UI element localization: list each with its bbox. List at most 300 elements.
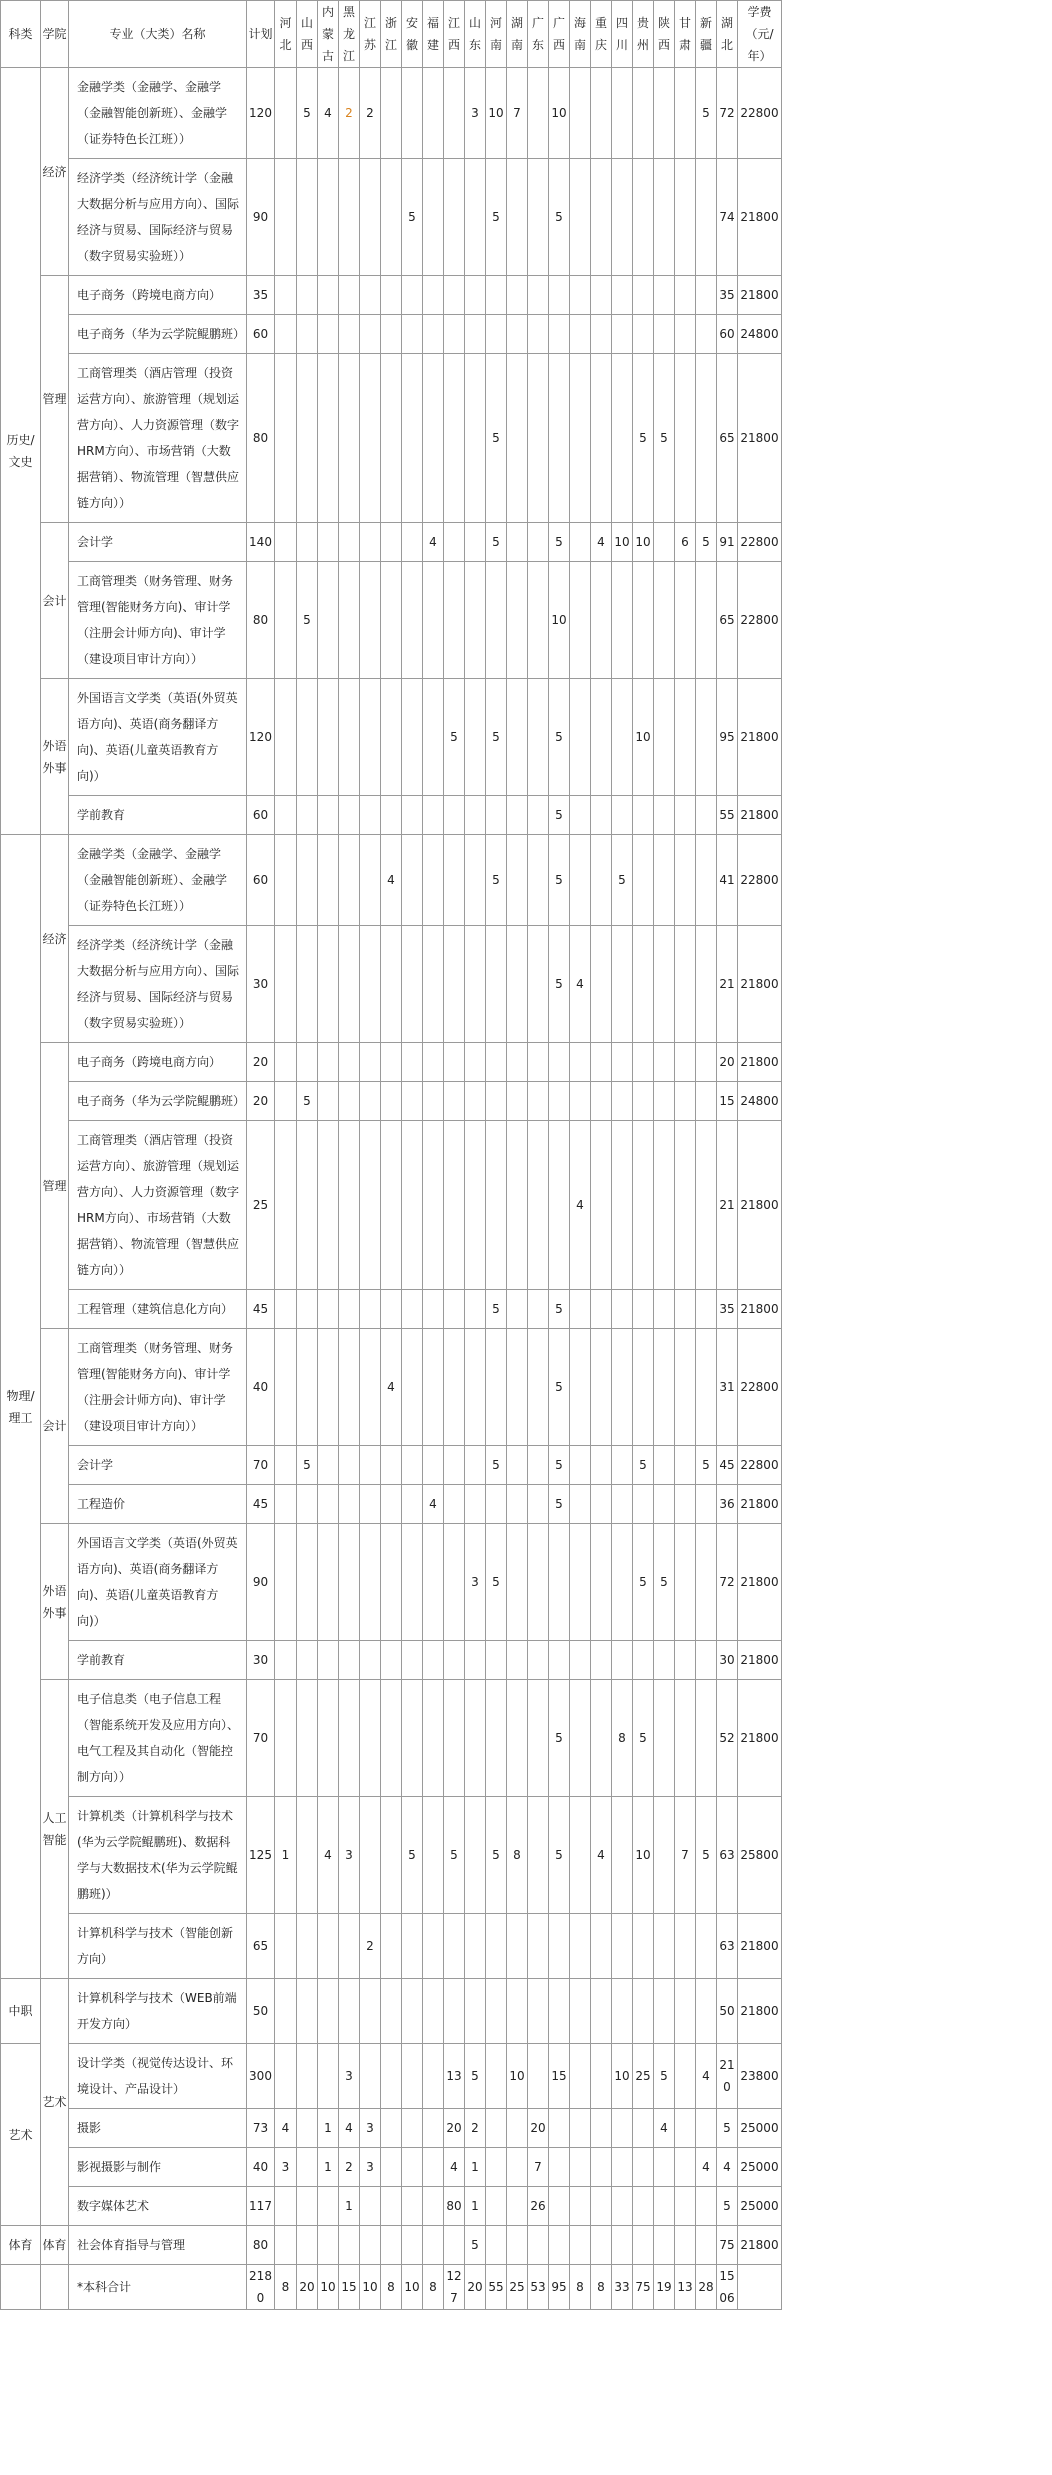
header-tuition: 学费（元/年） <box>738 1 782 68</box>
quota-cell <box>675 1082 696 1121</box>
quota-cell <box>696 562 717 679</box>
quota-cell <box>275 1082 297 1121</box>
college-cell: 艺术 <box>41 1979 69 2226</box>
quota-cell <box>402 2148 423 2187</box>
quota-cell <box>486 2187 507 2226</box>
quota-cell <box>612 354 633 523</box>
quota-cell: 10 <box>507 2044 528 2109</box>
quota-cell: 21 <box>717 1121 738 1290</box>
tuition-cell: 22800 <box>738 1329 782 1446</box>
quota-cell <box>381 1121 402 1290</box>
quota-cell <box>633 2187 654 2226</box>
quota-cell: 5 <box>486 354 507 523</box>
total-quota-cell: 10 <box>360 2265 381 2310</box>
quota-cell <box>675 354 696 523</box>
quota-cell <box>275 562 297 679</box>
college-cell: 外语外事 <box>41 679 69 835</box>
tuition-cell: 25000 <box>738 2109 782 2148</box>
header-province: 重庆 <box>591 1 612 68</box>
quota-cell <box>402 315 423 354</box>
quota-cell <box>360 835 381 926</box>
quota-cell <box>549 1914 570 1979</box>
quota-cell <box>570 1329 591 1446</box>
plan-cell: 45 <box>247 1485 275 1524</box>
quota-cell <box>297 796 318 835</box>
table-row <box>1 523 1052 562</box>
quota-cell <box>528 2044 549 2109</box>
header-province: 广东 <box>528 1 549 68</box>
major-cell: 电子商务（华为云学院鲲鹏班） <box>69 315 247 354</box>
quota-cell <box>444 926 465 1043</box>
major-cell: 影视摄影与制作 <box>69 2148 247 2187</box>
quota-cell: 7 <box>675 1797 696 1914</box>
quota-cell <box>318 835 339 926</box>
quota-cell <box>654 68 675 159</box>
quota-cell: 4 <box>381 1329 402 1446</box>
quota-cell: 5 <box>297 562 318 679</box>
header-plan: 计划 <box>247 1 275 68</box>
quota-cell: 5 <box>696 68 717 159</box>
quota-cell <box>318 926 339 1043</box>
quota-cell <box>318 1082 339 1121</box>
quota-cell <box>528 679 549 796</box>
quota-cell <box>360 1979 381 2044</box>
header-province: 湖南 <box>507 1 528 68</box>
quota-cell <box>612 159 633 276</box>
quota-cell <box>486 926 507 1043</box>
quota-cell <box>486 1641 507 1680</box>
college-cell: 经济 <box>41 68 69 276</box>
quota-cell: 5 <box>486 523 507 562</box>
quota-cell <box>507 562 528 679</box>
quota-cell <box>549 2148 570 2187</box>
plan-cell: 60 <box>247 796 275 835</box>
plan-cell: 73 <box>247 2109 275 2148</box>
quota-cell <box>528 1797 549 1914</box>
quota-cell <box>507 1485 528 1524</box>
quota-cell <box>591 159 612 276</box>
quota-cell <box>423 354 444 523</box>
quota-cell <box>612 2148 633 2187</box>
quota-cell <box>339 1680 360 1797</box>
quota-cell <box>423 1329 444 1446</box>
quota-cell <box>360 1641 381 1680</box>
plan-cell: 25 <box>247 1121 275 1290</box>
quota-cell <box>570 2109 591 2148</box>
quota-cell <box>612 1524 633 1641</box>
quota-cell <box>318 1914 339 1979</box>
quota-cell <box>612 315 633 354</box>
quota-cell <box>570 68 591 159</box>
quota-cell <box>696 1121 717 1290</box>
plan-cell: 60 <box>247 315 275 354</box>
quota-cell <box>402 1446 423 1485</box>
quota-cell <box>633 2226 654 2265</box>
header-province: 河南 <box>486 1 507 68</box>
total-quota-cell: 8 <box>423 2265 444 2310</box>
header-province: 黑龙江 <box>339 1 360 68</box>
tuition-cell: 24800 <box>738 1082 782 1121</box>
college-cell: 体育 <box>41 2226 69 2265</box>
quota-cell: 21 <box>717 926 738 1043</box>
quota-cell <box>339 1485 360 1524</box>
quota-cell: 5 <box>549 679 570 796</box>
quota-cell <box>318 1641 339 1680</box>
quota-cell <box>381 1446 402 1485</box>
quota-cell <box>696 354 717 523</box>
quota-cell <box>591 276 612 315</box>
quota-cell <box>633 1043 654 1082</box>
quota-cell <box>654 1121 675 1290</box>
quota-cell <box>591 562 612 679</box>
quota-cell <box>570 1446 591 1485</box>
quota-cell: 5 <box>633 354 654 523</box>
quota-cell: 5 <box>549 1329 570 1446</box>
quota-cell <box>633 1485 654 1524</box>
total-quota-cell: 8 <box>570 2265 591 2310</box>
quota-cell <box>654 1329 675 1446</box>
quota-cell <box>570 835 591 926</box>
quota-cell <box>297 1680 318 1797</box>
quota-cell <box>675 2148 696 2187</box>
quota-cell: 5 <box>633 1680 654 1797</box>
major-cell: 外国语言文学类（英语(外贸英语方向)、英语(商务翻译方向)、英语(儿童英语教育方向)） <box>69 1524 247 1641</box>
quota-cell: 4 <box>423 523 444 562</box>
quota-cell <box>612 1797 633 1914</box>
quota-cell: 5 <box>696 1446 717 1485</box>
quota-cell <box>297 2044 318 2109</box>
quota-cell <box>444 159 465 276</box>
quota-cell <box>570 315 591 354</box>
header-province: 河北 <box>275 1 297 68</box>
quota-cell: 63 <box>717 1914 738 1979</box>
plan-cell: 35 <box>247 276 275 315</box>
quota-cell <box>297 1641 318 1680</box>
quota-cell <box>675 315 696 354</box>
quota-cell <box>570 562 591 679</box>
quota-cell <box>507 835 528 926</box>
quota-cell <box>612 1043 633 1082</box>
quota-cell: 72 <box>717 1524 738 1641</box>
quota-cell <box>339 159 360 276</box>
quota-cell <box>297 159 318 276</box>
quota-cell <box>423 679 444 796</box>
quota-cell: 5 <box>633 1446 654 1485</box>
quota-cell <box>339 1121 360 1290</box>
quota-cell <box>570 1914 591 1979</box>
plan-cell: 70 <box>247 1680 275 1797</box>
total-quota-cell: 20 <box>297 2265 318 2310</box>
quota-cell <box>465 562 486 679</box>
quota-cell <box>402 1914 423 1979</box>
quota-cell <box>528 562 549 679</box>
quota-cell <box>696 159 717 276</box>
quota-cell <box>339 2226 360 2265</box>
quota-cell <box>423 1914 444 1979</box>
quota-cell <box>591 1446 612 1485</box>
major-cell: 工商管理类（财务管理、财务管理(智能财务方向)、审计学（注册会计师方向)、审计学（建设项目审计方向）） <box>69 562 247 679</box>
quota-cell <box>402 1043 423 1082</box>
tuition-cell: 21800 <box>738 1485 782 1524</box>
quota-cell <box>465 315 486 354</box>
quota-cell <box>486 1680 507 1797</box>
quota-cell: 2 <box>360 1914 381 1979</box>
quota-cell: 1 <box>465 2187 486 2226</box>
quota-cell <box>423 2044 444 2109</box>
quota-cell: 5 <box>549 835 570 926</box>
quota-cell: 5 <box>612 835 633 926</box>
header-province: 江西 <box>444 1 465 68</box>
quota-cell <box>444 1485 465 1524</box>
quota-cell <box>675 1914 696 1979</box>
quota-cell <box>402 1121 423 1290</box>
quota-cell <box>360 159 381 276</box>
quota-cell <box>633 562 654 679</box>
quota-cell: 5 <box>465 2044 486 2109</box>
quota-cell <box>402 1082 423 1121</box>
major-cell: 经济学类（经济统计学（金融大数据分析与应用方向）、国际经济与贸易、国际经济与贸易（数字贸易实验班）） <box>69 926 247 1043</box>
quota-cell <box>528 1043 549 1082</box>
quota-cell <box>528 1082 549 1121</box>
quota-cell <box>549 1082 570 1121</box>
quota-cell <box>654 1680 675 1797</box>
quota-cell <box>360 1446 381 1485</box>
quota-cell <box>612 1914 633 1979</box>
quota-cell: 4 <box>318 68 339 159</box>
quota-cell: 2 <box>465 2109 486 2148</box>
quota-cell <box>318 354 339 523</box>
quota-cell <box>465 523 486 562</box>
quota-cell: 5 <box>654 1524 675 1641</box>
quota-cell <box>507 926 528 1043</box>
plan-cell: 120 <box>247 68 275 159</box>
quota-cell <box>318 315 339 354</box>
quota-cell <box>633 1121 654 1290</box>
quota-cell <box>549 2109 570 2148</box>
quota-cell <box>297 2226 318 2265</box>
quota-cell <box>275 1914 297 1979</box>
quota-cell <box>696 1680 717 1797</box>
major-cell: 计算机科学与技术（智能创新方向） <box>69 1914 247 1979</box>
quota-cell <box>339 679 360 796</box>
quota-cell <box>570 679 591 796</box>
quota-cell <box>633 276 654 315</box>
quota-cell <box>360 2187 381 2226</box>
quota-cell <box>612 1641 633 1680</box>
quota-cell <box>507 2148 528 2187</box>
quota-cell <box>297 2148 318 2187</box>
header-province: 海南 <box>570 1 591 68</box>
quota-cell <box>318 523 339 562</box>
quota-cell: 5 <box>486 1290 507 1329</box>
quota-cell <box>696 1641 717 1680</box>
quota-cell <box>444 1290 465 1329</box>
quota-cell: 5 <box>549 1290 570 1329</box>
table-row <box>1 1797 1052 1914</box>
quota-cell <box>528 315 549 354</box>
header-category: 科类 <box>1 1 41 68</box>
quota-cell: 5 <box>297 1446 318 1485</box>
quota-cell <box>360 523 381 562</box>
quota-cell <box>402 1329 423 1446</box>
quota-cell: 5 <box>486 1446 507 1485</box>
quota-cell: 10 <box>549 562 570 679</box>
table-row <box>1 1680 1052 1797</box>
quota-cell <box>275 1329 297 1446</box>
quota-cell: 3 <box>360 2109 381 2148</box>
quota-cell <box>318 679 339 796</box>
quota-cell <box>591 1524 612 1641</box>
total-quota-cell: 8 <box>275 2265 297 2310</box>
quota-cell <box>339 315 360 354</box>
plan-cell: 60 <box>247 835 275 926</box>
quota-cell <box>675 1641 696 1680</box>
plan-cell: 120 <box>247 679 275 796</box>
quota-cell <box>444 523 465 562</box>
major-cell: 电子信息类（电子信息工程（智能系统开发及应用方向）、电气工程及其自动化（智能控制方向）） <box>69 1680 247 1797</box>
quota-cell <box>591 1082 612 1121</box>
quota-cell <box>465 1797 486 1914</box>
table-row <box>1 315 1052 354</box>
major-cell: 金融学类（金融学、金融学（金融智能创新班）、金融学（证券特色长江班）） <box>69 835 247 926</box>
tuition-cell: 25000 <box>738 2148 782 2187</box>
quota-cell <box>528 523 549 562</box>
quota-cell <box>444 1121 465 1290</box>
quota-cell <box>633 2109 654 2148</box>
quota-cell <box>549 1524 570 1641</box>
quota-cell <box>570 276 591 315</box>
quota-cell <box>360 796 381 835</box>
quota-cell <box>318 1121 339 1290</box>
total-quota-cell: 28 <box>696 2265 717 2310</box>
table-row <box>1 562 1052 679</box>
total-quota-cell: 13 <box>675 2265 696 2310</box>
quota-cell <box>570 2187 591 2226</box>
table-row <box>1 835 1052 926</box>
quota-cell <box>486 1082 507 1121</box>
quota-cell: 5 <box>402 159 423 276</box>
total-quota-cell: 33 <box>612 2265 633 2310</box>
quota-cell <box>612 926 633 1043</box>
quota-cell <box>275 1524 297 1641</box>
quota-cell <box>402 926 423 1043</box>
quota-cell <box>612 1485 633 1524</box>
quota-cell <box>381 1524 402 1641</box>
table-row <box>1 796 1052 835</box>
quota-cell: 52 <box>717 1680 738 1797</box>
quota-cell: 4 <box>696 2148 717 2187</box>
quota-cell <box>507 1043 528 1082</box>
major-cell: 摄影 <box>69 2109 247 2148</box>
quota-cell <box>486 1485 507 1524</box>
quota-cell <box>675 159 696 276</box>
quota-cell <box>381 1641 402 1680</box>
tuition-cell: 21800 <box>738 1290 782 1329</box>
quota-cell <box>549 354 570 523</box>
quota-cell <box>275 796 297 835</box>
quota-cell: 7 <box>507 68 528 159</box>
quota-cell <box>507 1082 528 1121</box>
quota-cell <box>465 1329 486 1446</box>
quota-cell <box>612 68 633 159</box>
quota-cell <box>402 68 423 159</box>
quota-cell: 4 <box>591 523 612 562</box>
quota-cell <box>297 1524 318 1641</box>
quota-cell <box>528 1121 549 1290</box>
quota-cell <box>633 2148 654 2187</box>
quota-cell <box>381 1979 402 2044</box>
quota-cell: 65 <box>717 354 738 523</box>
quota-cell <box>423 2226 444 2265</box>
quota-cell: 5 <box>654 2044 675 2109</box>
quota-cell <box>528 1914 549 1979</box>
quota-cell <box>528 354 549 523</box>
quota-cell <box>423 796 444 835</box>
quota-cell <box>444 1641 465 1680</box>
quota-cell <box>360 1290 381 1329</box>
quota-cell: 1 <box>318 2109 339 2148</box>
tuition-cell: 22800 <box>738 68 782 159</box>
quota-cell <box>654 796 675 835</box>
quota-cell: 3 <box>360 2148 381 2187</box>
quota-cell <box>486 1914 507 1979</box>
quota-cell <box>570 1979 591 2044</box>
quota-cell <box>633 68 654 159</box>
quota-cell: 2 <box>339 68 360 159</box>
quota-cell <box>654 835 675 926</box>
quota-cell <box>675 1329 696 1446</box>
tuition-cell: 21800 <box>738 1641 782 1680</box>
quota-cell <box>465 1446 486 1485</box>
quota-cell <box>402 1485 423 1524</box>
quota-cell <box>633 1290 654 1329</box>
quota-cell <box>275 1446 297 1485</box>
quota-cell <box>654 2148 675 2187</box>
quota-cell <box>654 2226 675 2265</box>
quota-cell <box>465 159 486 276</box>
quota-cell <box>318 1329 339 1446</box>
quota-cell: 5 <box>549 1485 570 1524</box>
quota-cell <box>381 2187 402 2226</box>
total-quota-cell: 10 <box>318 2265 339 2310</box>
quota-cell <box>402 1979 423 2044</box>
quota-cell <box>675 1043 696 1082</box>
quota-cell <box>528 1290 549 1329</box>
quota-cell <box>423 2109 444 2148</box>
quota-cell <box>423 1641 444 1680</box>
quota-cell <box>318 1446 339 1485</box>
quota-cell <box>633 1641 654 1680</box>
quota-cell: 35 <box>717 276 738 315</box>
quota-cell: 10 <box>549 68 570 159</box>
quota-cell: 5 <box>486 679 507 796</box>
quota-cell <box>423 1082 444 1121</box>
tuition-cell: 21800 <box>738 159 782 276</box>
quota-cell <box>423 1043 444 1082</box>
quota-cell <box>528 1979 549 2044</box>
quota-cell <box>507 1446 528 1485</box>
quota-cell <box>275 1485 297 1524</box>
quota-cell <box>612 1446 633 1485</box>
quota-cell: 63 <box>717 1797 738 1914</box>
quota-cell <box>275 1979 297 2044</box>
table-row <box>1 1121 1052 1290</box>
quota-cell <box>654 562 675 679</box>
tuition-cell: 22800 <box>738 562 782 679</box>
quota-cell: 55 <box>717 796 738 835</box>
quota-cell <box>633 926 654 1043</box>
quota-cell <box>486 796 507 835</box>
